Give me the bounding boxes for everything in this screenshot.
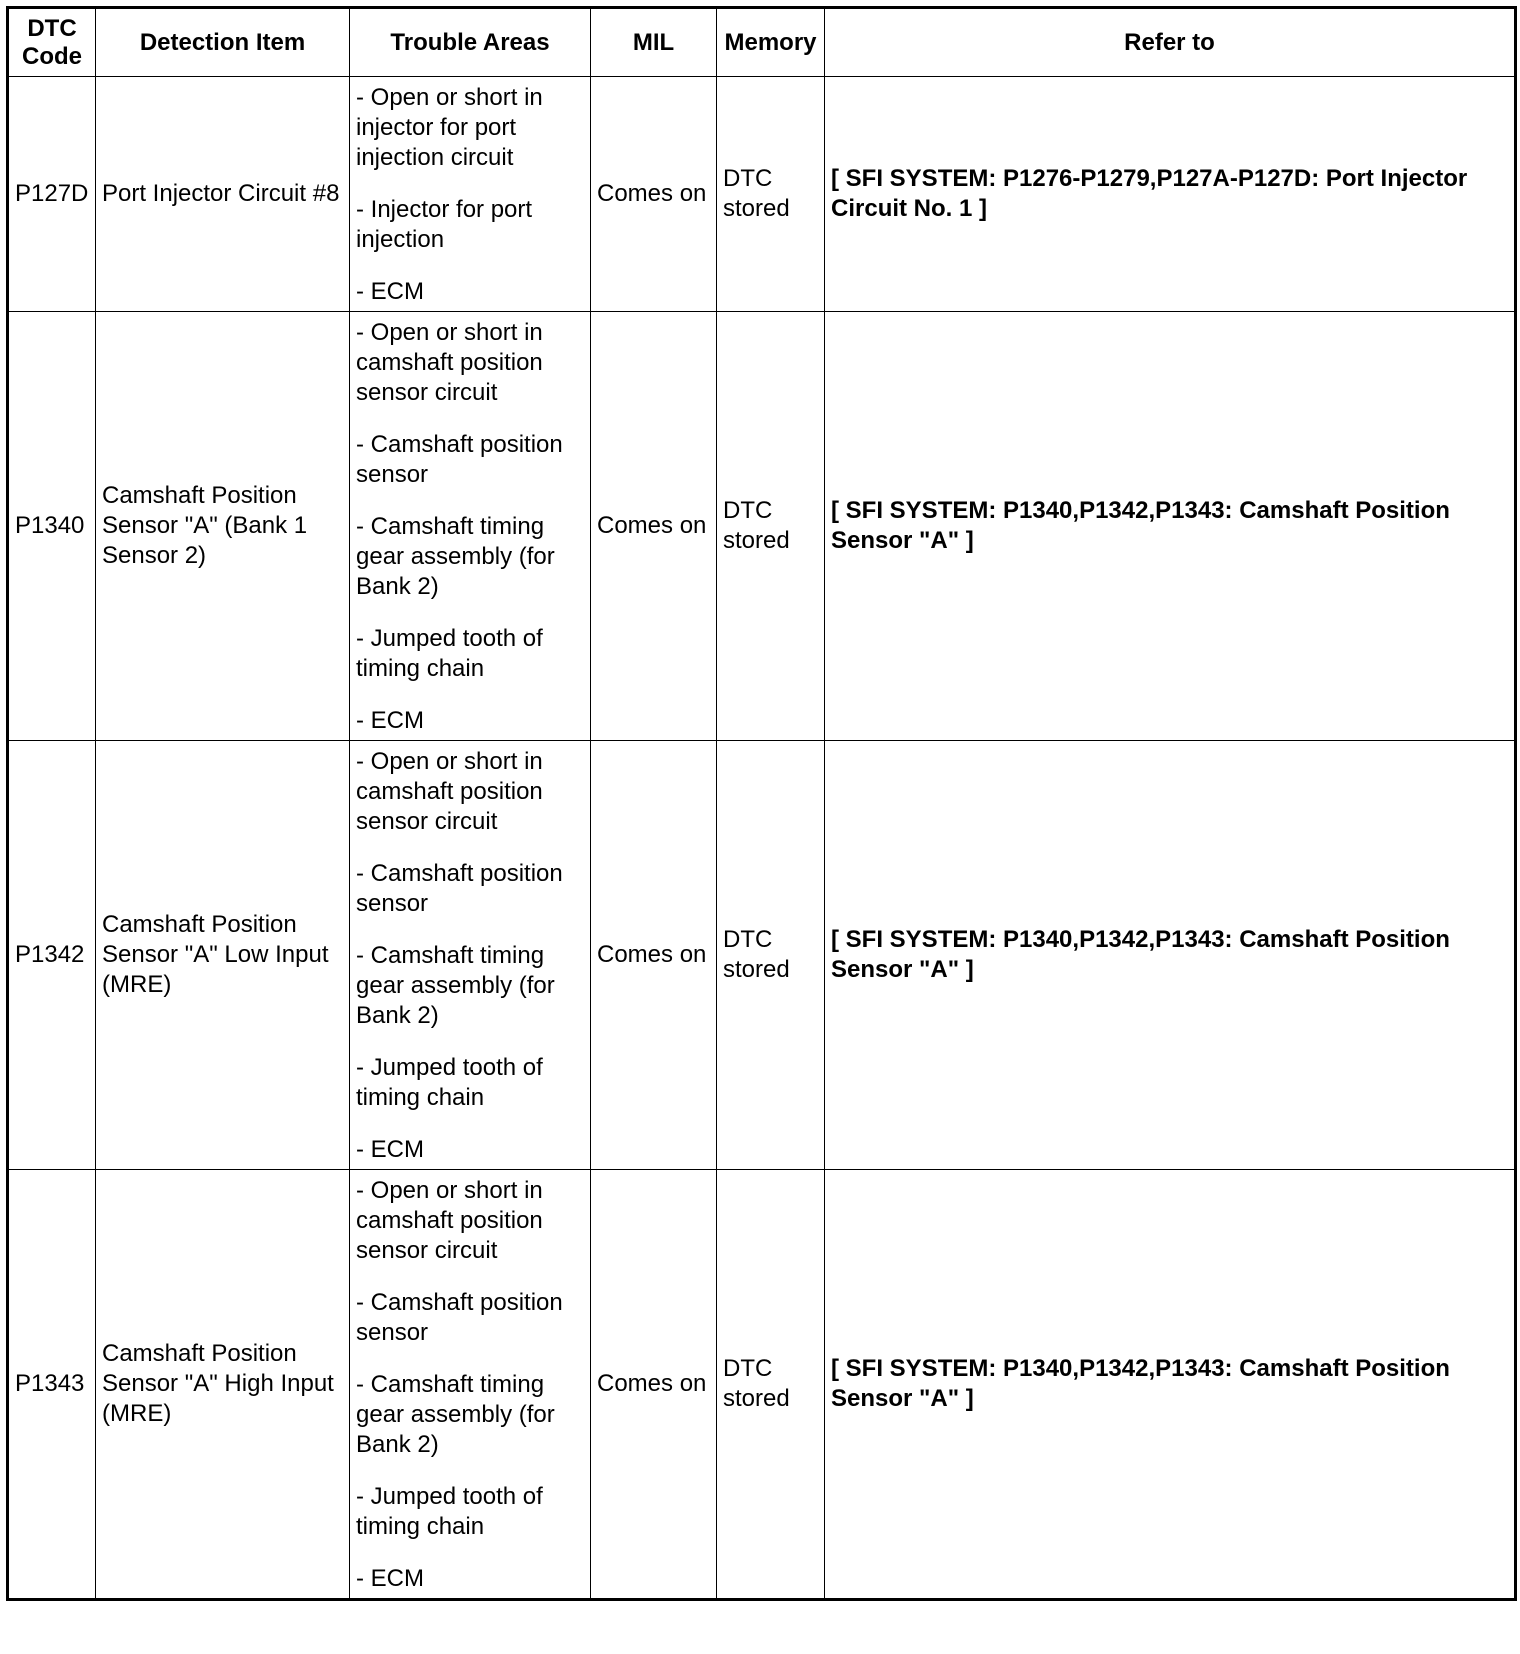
trouble-area-item: - Camshaft position sensor: [356, 1289, 563, 1346]
refer-to-cell: [ SFI SYSTEM: P1340,P1342,P1343: Camshaft Position Sensor "A" ]: [825, 1170, 1516, 1600]
dtc-code-cell: P1343: [8, 1170, 96, 1600]
trouble-areas-cell: [350, 741, 591, 1170]
trouble-area-item: - Open or short in camshaft position sensor circuit: [356, 748, 543, 835]
table-row: [8, 741, 1516, 1170]
trouble-area-item: - ECM: [356, 278, 424, 305]
table-row: [8, 1170, 1516, 1600]
detection-item-cell: Port Injector Circuit #8: [96, 77, 350, 312]
table-row: [8, 312, 1516, 741]
header-row: [8, 8, 1516, 77]
trouble-area-item: - Camshaft position sensor: [356, 431, 563, 488]
dtc-code-cell: P1342: [8, 741, 96, 1170]
memory-cell: DTC stored: [717, 741, 825, 1170]
mil-cell: Comes on: [591, 741, 717, 1170]
dtc-code-cell: P1340: [8, 312, 96, 741]
refer-to-cell: [ SFI SYSTEM: P1340,P1342,P1343: Camshaft Position Sensor "A" ]: [825, 312, 1516, 741]
memory-cell: DTC stored: [717, 77, 825, 312]
refer-to-cell: [ SFI SYSTEM: P1340,P1342,P1343: Camshaft Position Sensor "A" ]: [825, 741, 1516, 1170]
trouble-area-item: - Camshaft position sensor: [356, 860, 563, 917]
trouble-area-item: - Jumped tooth of timing chain: [356, 625, 543, 682]
header-mil: MIL: [591, 8, 717, 77]
header-detection-item: Detection Item: [96, 8, 350, 77]
dtc-code-cell: P127D: [8, 77, 96, 312]
mil-cell: Comes on: [591, 312, 717, 741]
detection-item-cell: Camshaft Position Sensor "A" High Input (MRE): [96, 1170, 350, 1600]
trouble-areas-cell: [350, 77, 591, 312]
trouble-area-item: - Camshaft timing gear assembly (for Bank 2): [356, 1371, 555, 1458]
trouble-area-item: - Jumped tooth of timing chain: [356, 1483, 543, 1540]
memory-cell: DTC stored: [717, 1170, 825, 1600]
mil-cell: Comes on: [591, 1170, 717, 1600]
trouble-areas-cell: [350, 1170, 591, 1600]
trouble-area-item: - ECM: [356, 707, 424, 734]
detection-item-cell: Camshaft Position Sensor "A" (Bank 1 Sensor 2): [96, 312, 350, 741]
trouble-area-item: - Camshaft timing gear assembly (for Bank 2): [356, 513, 555, 600]
header-memory: Memory: [717, 8, 825, 77]
trouble-area-item: - Injector for port injection: [356, 196, 533, 253]
trouble-area-item: - Jumped tooth of timing chain: [356, 1054, 543, 1111]
trouble-area-item: - Camshaft timing gear assembly (for Bank 2): [356, 942, 555, 1029]
table-body: [8, 77, 1516, 1600]
dtc-table: [6, 6, 1517, 1601]
trouble-areas-cell: [350, 312, 591, 741]
trouble-area-item: - ECM: [356, 1136, 424, 1163]
detection-item-cell: Camshaft Position Sensor "A" Low Input (MRE): [96, 741, 350, 1170]
trouble-area-item: - ECM: [356, 1565, 424, 1592]
header-trouble-areas: Trouble Areas: [350, 8, 591, 77]
mil-cell: Comes on: [591, 77, 717, 312]
trouble-area-item: - Open or short in injector for port injection circuit: [356, 84, 543, 171]
trouble-area-item: - Open or short in camshaft position sensor circuit: [356, 319, 543, 406]
trouble-area-item: - Open or short in camshaft position sensor circuit: [356, 1177, 543, 1264]
header-refer-to: Refer to: [825, 8, 1516, 77]
table-row: [8, 77, 1516, 312]
header-dtc-code: DTC Code: [8, 8, 96, 77]
refer-to-cell: [ SFI SYSTEM: P1276-P1279,P127A-P127D: Port Injector Circuit No. 1 ]: [825, 77, 1516, 312]
memory-cell: DTC stored: [717, 312, 825, 741]
